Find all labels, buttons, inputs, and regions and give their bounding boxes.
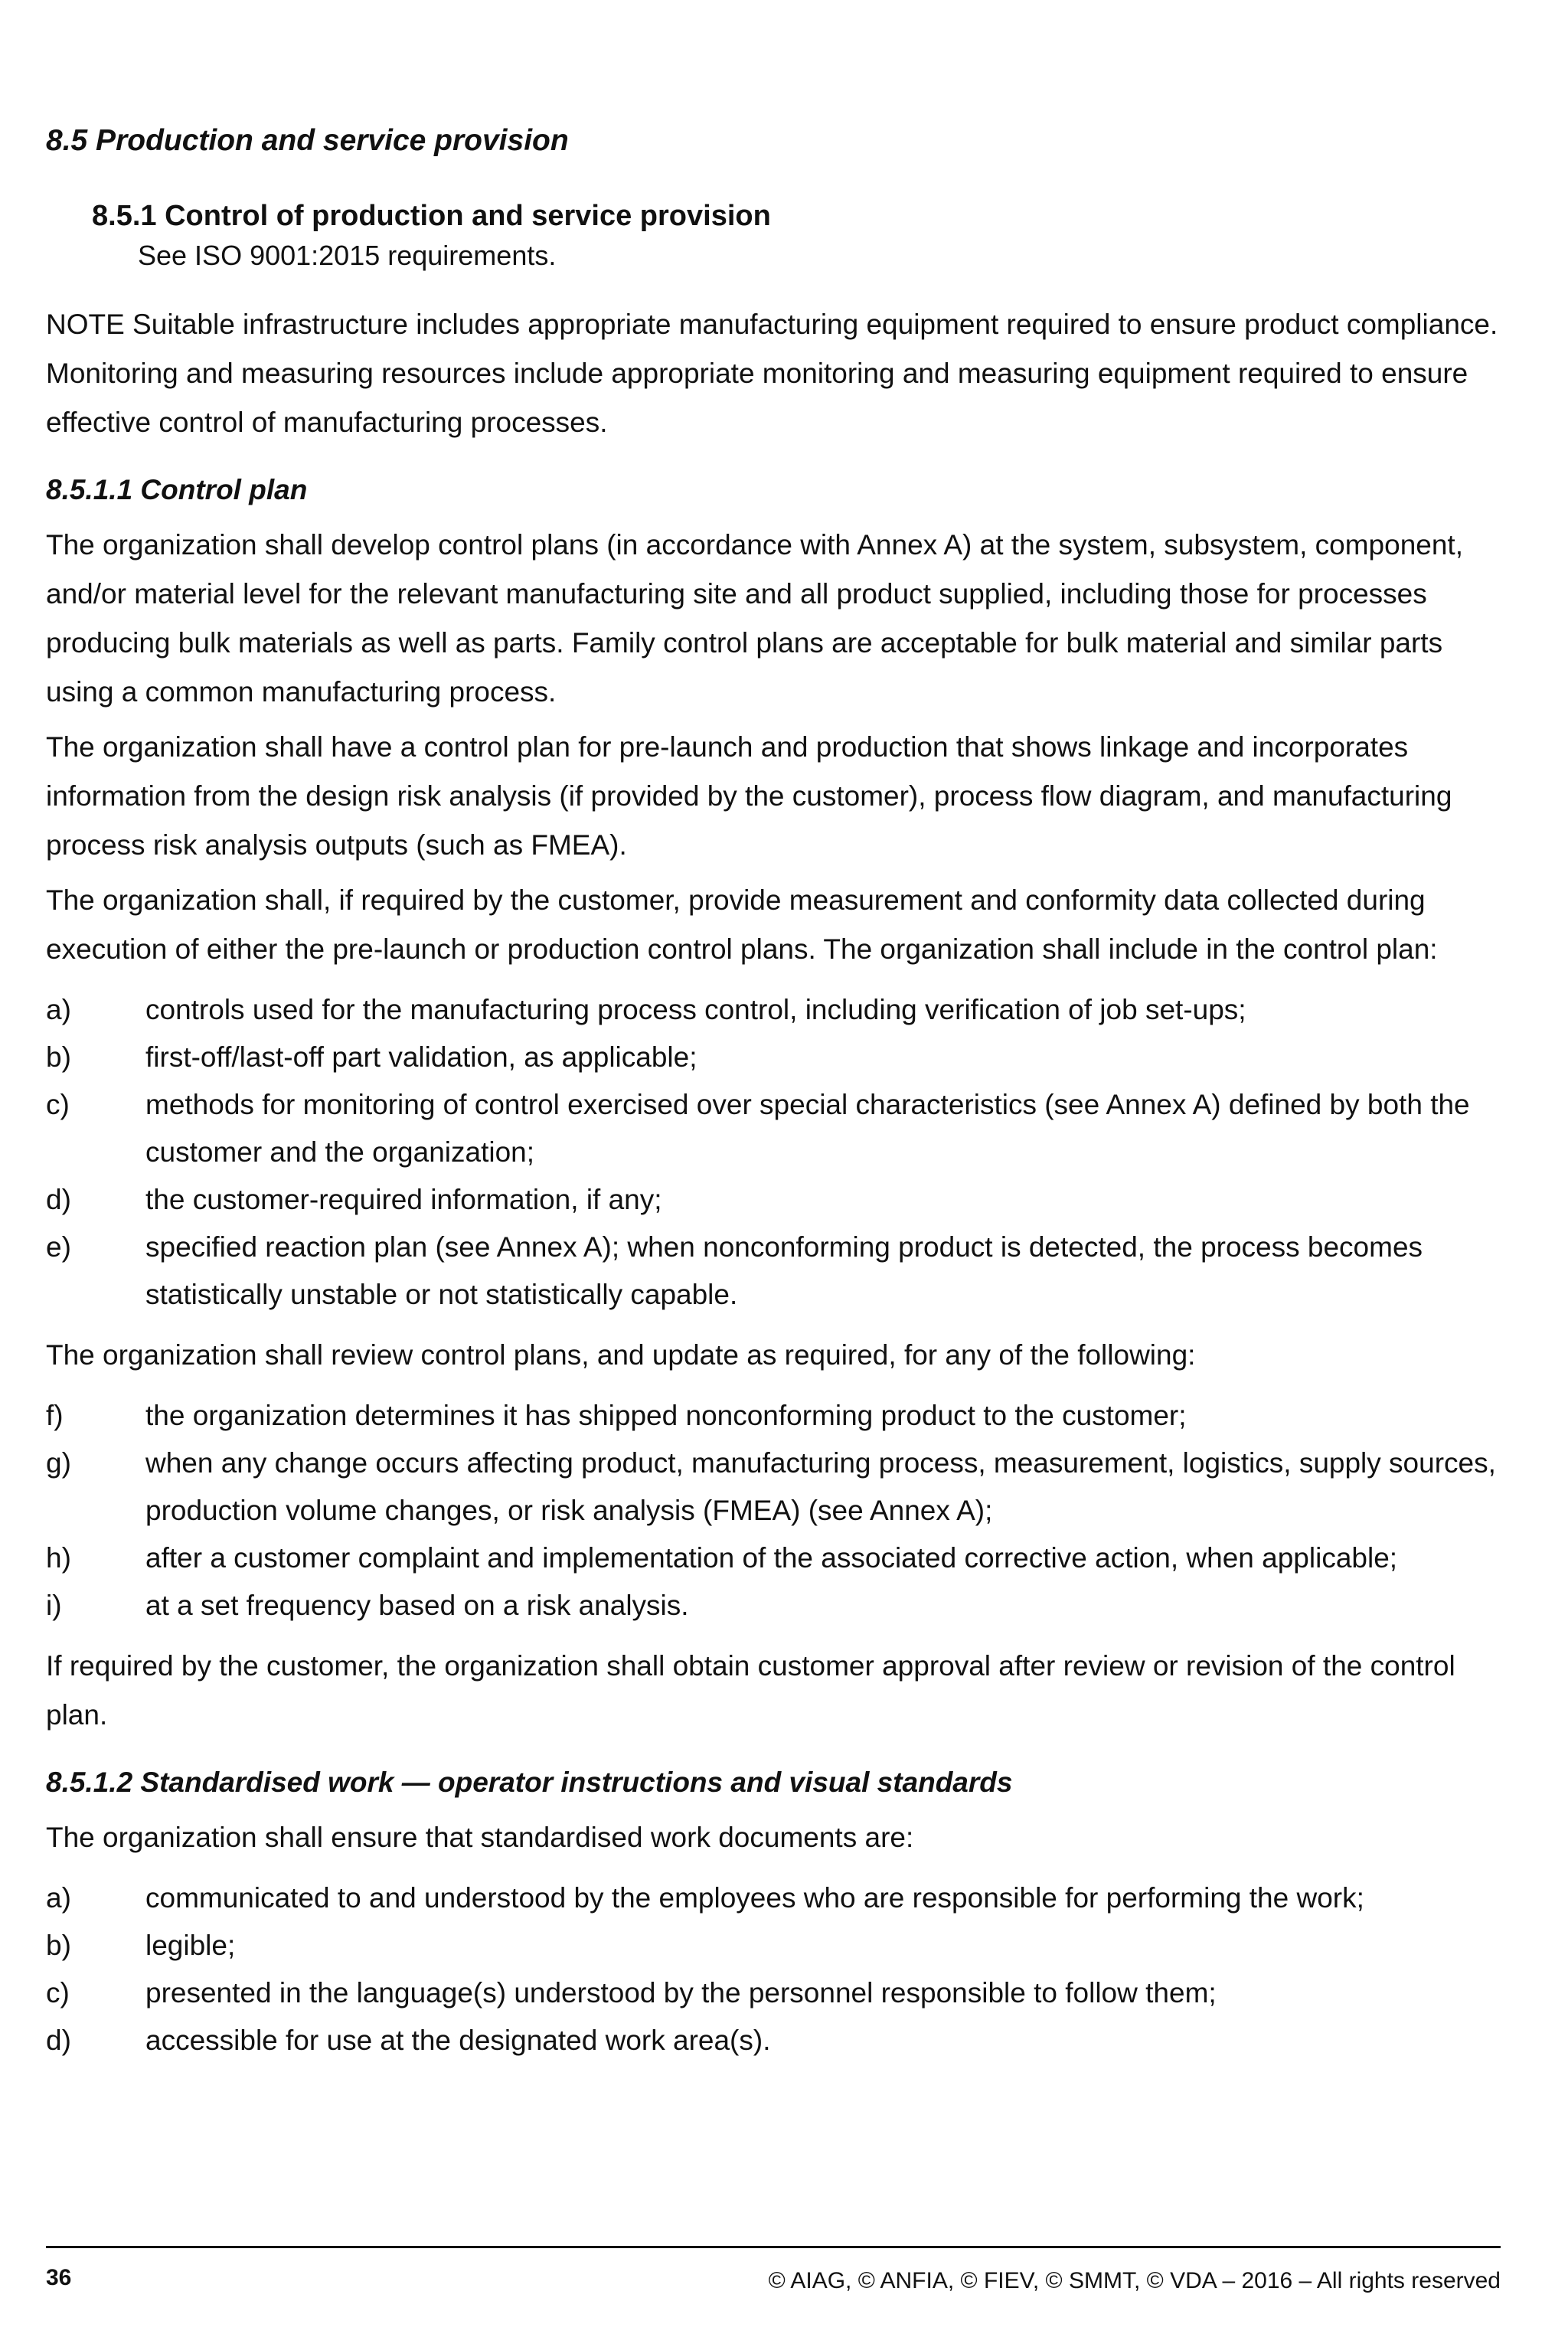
- control-plan-review-list: [46, 1392, 1501, 1629]
- standardised-work-intro: The organization shall ensure that standardised work documents are:: [46, 1822, 914, 1853]
- footer-divider: [46, 2246, 1501, 2248]
- list-item: [46, 986, 1501, 1034]
- copyright-notice: © AIAG, © ANFIA, © FIEV, © SMMT, © VDA – 2016 – All rights reserved: [768, 2268, 1501, 2293]
- control-plan-paragraph-4: The organization shall review control plans, and update as required, for any of the following:: [46, 1339, 1196, 1371]
- list-item-text: at a set frequency based on a risk analysis.: [145, 1590, 689, 1621]
- list-item: [46, 2017, 1501, 2064]
- list-item-text: controls used for the manufacturing process control, including verification of job set-ups;: [145, 994, 1246, 1025]
- list-item-text: first-off/last-off part validation, as applicable;: [145, 1041, 697, 1073]
- subsection-heading-8-5-1-1: 8.5.1.1 Control plan: [46, 474, 308, 505]
- control-plan-paragraph-2: The organization shall have a control plan for pre-launch and production that shows linkage and incorporates information from the design risk analysis (if provided by the customer), process flow diagram, and manufacturing process risk analysis outputs (such as FMEA).: [46, 731, 1452, 861]
- list-item-label: b): [46, 1930, 71, 1961]
- list-item-text: legible;: [145, 1930, 236, 1961]
- list-item: [46, 1034, 1501, 1081]
- list-item-text: communicated to and understood by the employees who are responsible for performing the work;: [145, 1882, 1364, 1914]
- list-item-label: e): [46, 1231, 71, 1263]
- list-item-label: d): [46, 2025, 71, 2056]
- list-item-text: accessible for use at the designated work area(s).: [145, 2025, 771, 2056]
- list-item-label: c): [46, 1977, 70, 2009]
- list-item-label: i): [46, 1590, 62, 1621]
- note-paragraph: NOTE Suitable infrastructure includes appropriate manufacturing equipment required to ensure product compliance. Monitoring and measuring resources include appropriate monitoring and measuring equipment required to ensure effective control of manufacturing processes.: [46, 309, 1498, 438]
- control-plan-contents-list: [46, 986, 1501, 1319]
- standardised-work-list: [46, 1875, 1501, 2064]
- list-item-label: a): [46, 994, 71, 1025]
- list-item-label: b): [46, 1041, 71, 1073]
- list-item: [46, 1440, 1501, 1535]
- list-item-text: the organization determines it has shipped nonconforming product to the customer;: [145, 1400, 1187, 1431]
- list-item-label: c): [46, 1089, 70, 1120]
- control-plan-paragraph-3: The organization shall, if required by the customer, provide measurement and conformity data collected during execution of either the pre-launch or production control plans. The organization shall include in the control plan:: [46, 884, 1438, 965]
- list-item: [46, 1875, 1501, 1922]
- list-item: [46, 1224, 1501, 1319]
- list-item-text: methods for monitoring of control exercised over special characteristics (see Annex A) defined by both the customer and the organization;: [145, 1089, 1470, 1168]
- list-item-text: presented in the language(s) understood by the personnel responsible to follow them;: [145, 1977, 1217, 2009]
- list-item-text: specified reaction plan (see Annex A); when nonconforming product is detected, the process becomes statistically unstable or not statistically capable.: [145, 1231, 1423, 1310]
- subsection-heading-8-5-1-2: 8.5.1.2 Standardised work — operator instructions and visual standards: [46, 1767, 1013, 1798]
- list-item-label: f): [46, 1400, 64, 1431]
- list-item-label: d): [46, 1184, 71, 1215]
- subsection-heading-8-5-1: 8.5.1 Control of production and service provision: [92, 200, 771, 232]
- list-item-text: when any change occurs affecting product, manufacturing process, measurement, logistics, supply sources, production volume changes, or risk analysis (FMEA) (see Annex A);: [145, 1447, 1496, 1526]
- page-number: 36: [46, 2265, 72, 2290]
- see-reference: See ISO 9001:2015 requirements.: [138, 240, 557, 271]
- list-item-text: the customer-required information, if any;: [145, 1184, 662, 1215]
- list-item: [46, 1922, 1501, 1969]
- list-item: [46, 1582, 1501, 1629]
- list-item-label: g): [46, 1447, 71, 1479]
- list-item-label: h): [46, 1542, 71, 1574]
- control-plan-paragraph-5: If required by the customer, the organization shall obtain customer approval after review or revision of the control plan.: [46, 1650, 1455, 1731]
- list-item: [46, 1176, 1501, 1224]
- page-content: [46, 123, 1501, 2077]
- list-item-text: after a customer complaint and implementation of the associated corrective action, when applicable;: [145, 1542, 1398, 1574]
- list-item: [46, 1081, 1501, 1176]
- control-plan-paragraph-1: The organization shall develop control plans (in accordance with Annex A) at the system, subsystem, component, and/or material level for the relevant manufacturing site and all product supplied, including those for processes producing bulk materials as well as parts. Family control plans are acceptable for bulk material and similar parts using a common manufacturing process.: [46, 529, 1463, 708]
- list-item: [46, 1535, 1501, 1582]
- section-heading: 8.5 Production and service provision: [46, 124, 569, 157]
- list-item-label: a): [46, 1882, 71, 1914]
- list-item: [46, 1969, 1501, 2017]
- list-item: [46, 1392, 1501, 1440]
